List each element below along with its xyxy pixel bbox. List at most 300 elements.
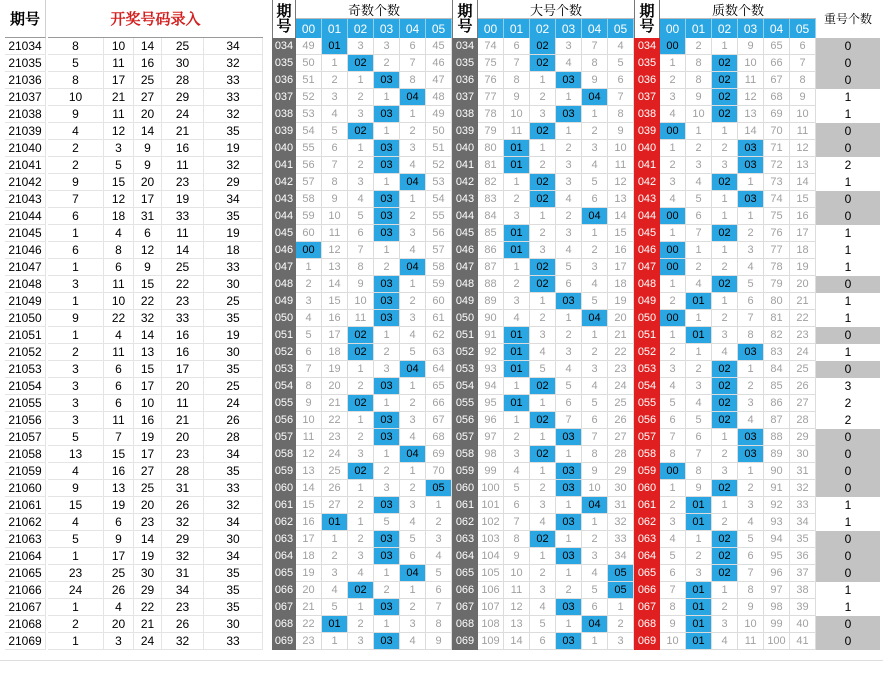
row-draw-number[interactable]: 32	[162, 548, 204, 565]
row-odd-count-cell: 03	[374, 208, 400, 225]
row-draw-number[interactable]: 15	[134, 361, 162, 378]
row-period-short-odd: 043	[272, 191, 296, 208]
row-draw-number[interactable]: 1	[48, 293, 104, 310]
row-draw-number[interactable]: 34	[204, 514, 263, 531]
row-prime-count-cell: 16	[790, 208, 816, 225]
row-prime-count-cell: 7	[686, 225, 712, 242]
row-draw-number[interactable]: 14	[134, 327, 162, 344]
row-draw-number[interactable]: 23	[162, 446, 204, 463]
row-draw-number[interactable]: 20	[134, 106, 162, 123]
row-draw-number[interactable]: 4	[48, 514, 104, 531]
row-prime-count-cell: 2	[660, 293, 686, 310]
row-draw-number[interactable]: 6	[104, 361, 134, 378]
row-draw-number[interactable]: 35	[204, 599, 263, 616]
row-draw-number[interactable]: 18	[104, 208, 134, 225]
row-draw-number[interactable]: 16	[104, 463, 134, 480]
row-prime-count-cell: 6	[686, 429, 712, 446]
row-draw-number[interactable]: 2	[48, 616, 104, 633]
row-draw-number[interactable]: 3	[48, 412, 104, 429]
row-draw-number[interactable]: 35	[204, 310, 263, 327]
row-draw-number[interactable]: 5	[48, 55, 104, 72]
row-draw-number[interactable]: 10	[104, 38, 134, 55]
row-draw-number[interactable]: 25	[162, 38, 204, 55]
row-period: 21053	[5, 361, 46, 378]
row-odd-count-cell: 14	[322, 276, 348, 293]
row-repeat-count: 0	[816, 327, 880, 344]
row-draw-number[interactable]: 11	[104, 55, 134, 72]
row-prime-count-cell: 1	[738, 361, 764, 378]
row-odd-count-cell: 3	[348, 633, 374, 650]
row-prime-count-cell: 2	[738, 378, 764, 395]
row-draw-number[interactable]: 19	[104, 497, 134, 514]
row-draw-number[interactable]: 25	[162, 259, 204, 276]
header-odd-col-2: 02	[348, 19, 374, 38]
row-draw-number[interactable]: 23	[162, 599, 204, 616]
row-big-count-cell: 109	[478, 633, 504, 650]
row-draw-number[interactable]: 31	[162, 565, 204, 582]
row-draw-number[interactable]: 17	[134, 446, 162, 463]
row-draw-number[interactable]: 30	[204, 616, 263, 633]
row-draw-number[interactable]: 17	[104, 72, 134, 89]
row-draw-number[interactable]: 35	[204, 208, 263, 225]
row-draw-number[interactable]: 3	[48, 395, 104, 412]
row-period-short-big: 041	[452, 157, 478, 174]
row-prime-count-cell: 7	[660, 582, 686, 599]
row-draw-number[interactable]: 10	[48, 89, 104, 106]
row-period-short-big: 045	[452, 225, 478, 242]
row-period-short-prime: 047	[634, 259, 660, 276]
row-draw-number[interactable]: 16	[162, 344, 204, 361]
row-draw-number[interactable]: 11	[162, 157, 204, 174]
row-prime-count-cell: 18	[790, 242, 816, 259]
row-big-count-cell: 75	[478, 55, 504, 72]
row-draw-number[interactable]: 33	[204, 633, 263, 650]
row-odd-count-cell: 70	[426, 463, 452, 480]
row-draw-number[interactable]: 20	[162, 429, 204, 446]
row-prime-count-cell: 3	[686, 378, 712, 395]
header-prime-col-2: 02	[712, 19, 738, 38]
row-prime-count-cell: 30	[790, 446, 816, 463]
row-odd-count-cell: 49	[426, 106, 452, 123]
row-draw-number[interactable]: 28	[162, 72, 204, 89]
row-draw-number[interactable]: 25	[204, 378, 263, 395]
row-big-count-cell: 10	[608, 140, 634, 157]
row-draw-number[interactable]: 30	[204, 344, 263, 361]
row-draw-number[interactable]: 22	[134, 293, 162, 310]
row-prime-count-cell: 1	[660, 480, 686, 497]
row-big-count-cell: 18	[608, 276, 634, 293]
row-repeat-count: 1	[844, 226, 852, 240]
row-repeat-count: 1	[844, 311, 852, 325]
row-draw-number[interactable]: 35	[204, 123, 263, 140]
row-draw-number[interactable]: 30	[162, 55, 204, 72]
row-period-short-big: 064	[452, 548, 478, 565]
row-period-short-prime: 062	[634, 514, 660, 531]
row-prime-count-cell: 01	[686, 293, 712, 310]
row-big-count-cell: 1	[530, 463, 556, 480]
row-draw-number[interactable]: 29	[204, 174, 263, 191]
row-period-short-big: 046	[452, 242, 478, 259]
row-draw-number[interactable]: 6	[104, 395, 134, 412]
row-draw-number[interactable]: 4	[48, 123, 104, 140]
row-draw-number[interactable]: 32	[204, 55, 263, 72]
row-draw-number[interactable]: 34	[162, 582, 204, 599]
row-prime-count-cell: 3	[686, 565, 712, 582]
row-period: 21044	[5, 208, 46, 225]
row-odd-count-cell: 12	[322, 242, 348, 259]
row-draw-number[interactable]: 16	[162, 140, 204, 157]
row-odd-count-cell: 3	[322, 89, 348, 106]
row-draw-number[interactable]: 11	[104, 344, 134, 361]
row-draw-number[interactable]: 3	[48, 361, 104, 378]
row-draw-number[interactable]: 30	[204, 531, 263, 548]
row-draw-number[interactable]: 4	[48, 463, 104, 480]
row-draw-number[interactable]: 23	[48, 565, 104, 582]
row-prime-count-cell: 1	[660, 55, 686, 72]
row-odd-count-cell: 1	[400, 582, 426, 599]
row-draw-number[interactable]: 32	[204, 106, 263, 123]
row-draw-number[interactable]: 6	[104, 378, 134, 395]
row-draw-number[interactable]: 22	[134, 599, 162, 616]
row-draw-number[interactable]: 9	[134, 157, 162, 174]
row-draw-number[interactable]: 17	[134, 191, 162, 208]
row-draw-number[interactable]: 11	[104, 412, 134, 429]
row-prime-count-cell: 75	[764, 208, 790, 225]
row-period-short-odd: 069	[272, 633, 296, 650]
row-big-count-cell: 5	[582, 395, 608, 412]
row-draw-number[interactable]: 35	[204, 361, 263, 378]
row-draw-number[interactable]: 33	[162, 310, 204, 327]
row-draw-number[interactable]: 24	[134, 633, 162, 650]
header-prime-col-3: 03	[738, 19, 764, 38]
row-draw-number[interactable]: 19	[162, 191, 204, 208]
row-draw-number[interactable]: 35	[204, 582, 263, 599]
row-draw-number[interactable]: 11	[104, 106, 134, 123]
row-draw-number[interactable]: 12	[104, 123, 134, 140]
row-draw-number[interactable]: 32	[162, 514, 204, 531]
row-draw-number[interactable]: 19	[204, 327, 263, 344]
row-draw-number[interactable]: 25	[104, 565, 134, 582]
row-prime-count-cell: 02	[712, 276, 738, 293]
row-draw-number[interactable]: 25	[134, 72, 162, 89]
row-draw-number[interactable]: 4	[104, 327, 134, 344]
row-period-short-odd: 061	[272, 497, 296, 514]
row-draw-number[interactable]: 22	[104, 310, 134, 327]
row-draw-number[interactable]: 26	[204, 412, 263, 429]
row-prime-count-cell: 03	[738, 140, 764, 157]
row-draw-number[interactable]: 23	[162, 174, 204, 191]
row-draw-number[interactable]: 21	[162, 123, 204, 140]
row-prime-count-cell: 9	[686, 89, 712, 106]
row-odd-count-cell: 56	[296, 157, 322, 174]
row-big-count-cell: 3	[530, 327, 556, 344]
row-draw-number[interactable]: 17	[134, 378, 162, 395]
row-draw-number[interactable]: 23	[134, 514, 162, 531]
row-draw-number[interactable]: 1	[48, 633, 104, 650]
row-odd-count-cell: 51	[296, 72, 322, 89]
row-prime-count-cell: 11	[738, 633, 764, 650]
row-odd-count-cell: 66	[426, 395, 452, 412]
row-draw-number[interactable]: 21	[134, 616, 162, 633]
row-period-short-prime: 048	[634, 276, 660, 293]
row-period-short-prime: 036	[634, 72, 660, 89]
row-period-short-prime: 065	[634, 565, 660, 582]
row-odd-count-cell: 3	[348, 548, 374, 565]
row-draw-number[interactable]: 14	[134, 123, 162, 140]
row-draw-number[interactable]: 34	[204, 38, 263, 55]
row-draw-number[interactable]: 23	[162, 293, 204, 310]
row-draw-number[interactable]: 33	[204, 259, 263, 276]
row-draw-number[interactable]: 15	[48, 497, 104, 514]
row-draw-number[interactable]: 16	[134, 412, 162, 429]
row-odd-count-cell: 1	[322, 531, 348, 548]
row-draw-number[interactable]: 22	[162, 276, 204, 293]
row-draw-number[interactable]: 2	[48, 344, 104, 361]
row-big-count-cell: 1	[582, 633, 608, 650]
row-draw-number[interactable]: 35	[204, 463, 263, 480]
row-draw-number[interactable]: 20	[162, 378, 204, 395]
row-odd-count-cell: 00	[296, 242, 322, 259]
row-draw-number[interactable]: 6	[48, 208, 104, 225]
row-big-count-cell: 1	[530, 208, 556, 225]
row-draw-number[interactable]: 34	[204, 548, 263, 565]
row-draw-number[interactable]: 29	[134, 582, 162, 599]
row-draw-number[interactable]: 4	[104, 599, 134, 616]
row-draw-number[interactable]: 30	[134, 565, 162, 582]
row-odd-count-cell: 01	[322, 514, 348, 531]
row-big-count-cell: 01	[504, 344, 530, 361]
row-odd-count-cell: 2	[426, 514, 452, 531]
row-prime-count-cell: 02	[712, 565, 738, 582]
row-draw-number[interactable]: 13	[134, 344, 162, 361]
row-draw-number[interactable]: 19	[134, 548, 162, 565]
row-prime-count-cell: 68	[764, 89, 790, 106]
row-draw-number[interactable]: 11	[162, 395, 204, 412]
row-draw-number[interactable]: 8	[104, 242, 134, 259]
row-draw-number[interactable]: 29	[162, 531, 204, 548]
row-draw-number[interactable]: 25	[134, 480, 162, 497]
row-draw-number[interactable]: 3	[104, 633, 134, 650]
row-draw-number[interactable]: 1	[48, 599, 104, 616]
row-draw-number[interactable]: 13	[104, 480, 134, 497]
row-draw-number[interactable]: 26	[162, 497, 204, 514]
row-draw-number[interactable]: 7	[104, 429, 134, 446]
row-draw-number[interactable]: 32	[204, 497, 263, 514]
row-prime-count-cell: 11	[738, 72, 764, 89]
row-odd-count-cell: 03	[374, 72, 400, 89]
row-odd-count-cell: 1	[400, 191, 426, 208]
row-draw-number[interactable]: 30	[204, 276, 263, 293]
row-draw-number[interactable]: 6	[134, 225, 162, 242]
row-draw-number[interactable]: 32	[204, 157, 263, 174]
row-draw-number[interactable]: 18	[204, 242, 263, 259]
row-big-count-cell: 30	[608, 480, 634, 497]
row-odd-count-cell: 04	[400, 565, 426, 582]
row-odd-count-cell: 02	[348, 344, 374, 361]
row-draw-number[interactable]: 31	[134, 208, 162, 225]
row-draw-number[interactable]: 3	[48, 378, 104, 395]
row-big-count-cell: 93	[478, 361, 504, 378]
row-big-count-cell: 4	[582, 276, 608, 293]
row-draw-number[interactable]: 20	[104, 616, 134, 633]
row-prime-count-cell: 26	[790, 378, 816, 395]
row-big-count-cell: 3	[556, 225, 582, 242]
row-draw-number[interactable]: 1	[48, 548, 104, 565]
row-draw-number[interactable]: 24	[48, 582, 104, 599]
row-period: 21046	[5, 242, 46, 259]
row-draw-number[interactable]: 29	[162, 89, 204, 106]
row-draw-number[interactable]: 14	[162, 242, 204, 259]
row-prime-count-cell: 22	[790, 310, 816, 327]
row-draw-number[interactable]: 20	[134, 497, 162, 514]
row-prime-count-cell: 73	[764, 174, 790, 191]
row-period-short-big: 057	[452, 429, 478, 446]
row-draw-number[interactable]: 35	[204, 565, 263, 582]
row-prime-count-cell: 66	[764, 55, 790, 72]
row-draw-number[interactable]: 5	[48, 531, 104, 548]
row-draw-number[interactable]: 1	[48, 225, 104, 242]
row-big-count-cell: 02	[530, 174, 556, 191]
row-draw-number[interactable]: 32	[134, 310, 162, 327]
row-draw-number[interactable]: 13	[48, 446, 104, 463]
row-big-count-cell: 3	[556, 157, 582, 174]
row-draw-number[interactable]: 9	[134, 259, 162, 276]
row-odd-count-cell: 5	[400, 531, 426, 548]
row-odd-count-cell: 6	[400, 548, 426, 565]
row-big-count-cell: 02	[530, 259, 556, 276]
row-draw-number[interactable]: 9	[48, 310, 104, 327]
row-draw-number[interactable]: 1	[48, 327, 104, 344]
row-draw-number[interactable]: 27	[134, 89, 162, 106]
row-draw-number[interactable]: 10	[134, 395, 162, 412]
row-draw-number[interactable]: 12	[104, 191, 134, 208]
row-big-count-cell: 2	[556, 140, 582, 157]
row-big-count-cell: 9	[504, 89, 530, 106]
row-draw-number[interactable]: 5	[104, 157, 134, 174]
row-draw-number[interactable]: 6	[48, 242, 104, 259]
row-draw-number[interactable]: 20	[134, 174, 162, 191]
row-draw-number[interactable]: 11	[162, 225, 204, 242]
row-draw-number[interactable]: 25	[204, 293, 263, 310]
row-period: 21054	[5, 378, 46, 395]
row-prime-count-cell: 3	[712, 157, 738, 174]
row-draw-number[interactable]: 19	[134, 429, 162, 446]
row-draw-number[interactable]: 9	[48, 106, 104, 123]
row-draw-number[interactable]: 17	[104, 548, 134, 565]
row-draw-number[interactable]: 6	[104, 259, 134, 276]
row-draw-number[interactable]: 33	[204, 480, 263, 497]
row-prime-count-cell: 1	[712, 429, 738, 446]
row-draw-number[interactable]: 26	[162, 616, 204, 633]
row-big-count-cell: 29	[608, 463, 634, 480]
row-prime-count-cell: 34	[790, 514, 816, 531]
row-big-count-cell: 2	[504, 276, 530, 293]
row-draw-number[interactable]: 9	[48, 480, 104, 497]
row-draw-number[interactable]: 2	[48, 157, 104, 174]
row-draw-number[interactable]: 19	[204, 225, 263, 242]
row-period-short-prime: 052	[634, 344, 660, 361]
row-odd-count-cell: 4	[348, 565, 374, 582]
row-draw-number[interactable]: 28	[204, 429, 263, 446]
row-draw-number[interactable]: 15	[104, 446, 134, 463]
row-draw-number[interactable]: 34	[204, 446, 263, 463]
row-odd-count-cell: 9	[348, 276, 374, 293]
row-draw-number[interactable]: 16	[134, 55, 162, 72]
row-draw-number[interactable]: 4	[104, 225, 134, 242]
row-big-count-cell: 2	[530, 157, 556, 174]
row-draw-number[interactable]: 24	[204, 395, 263, 412]
row-draw-number[interactable]: 32	[162, 633, 204, 650]
row-period: 21038	[5, 106, 46, 123]
row-draw-number[interactable]: 27	[134, 463, 162, 480]
row-draw-number[interactable]: 9	[48, 174, 104, 191]
row-draw-number[interactable]: 8	[48, 38, 104, 55]
row-odd-count-cell: 2	[322, 72, 348, 89]
row-odd-count-cell: 11	[322, 225, 348, 242]
row-draw-number[interactable]: 33	[204, 72, 263, 89]
row-draw-number[interactable]: 14	[134, 38, 162, 55]
row-draw-number[interactable]: 21	[162, 412, 204, 429]
row-odd-count-cell: 56	[426, 225, 452, 242]
row-prime-count-cell: 41	[790, 633, 816, 650]
row-draw-number[interactable]: 9	[104, 531, 134, 548]
row-odd-count-cell: 1	[374, 565, 400, 582]
row-big-count-cell: 03	[556, 429, 582, 446]
row-draw-number[interactable]: 1	[48, 259, 104, 276]
row-period-short-big: 058	[452, 446, 478, 463]
row-draw-number[interactable]: 8	[48, 72, 104, 89]
row-draw-number[interactable]: 16	[162, 327, 204, 344]
row-big-count-cell: 2	[556, 208, 582, 225]
row-draw-number[interactable]: 9	[134, 140, 162, 157]
row-big-count-cell: 6	[608, 72, 634, 89]
row-draw-number[interactable]: 15	[134, 276, 162, 293]
row-draw-number[interactable]: 33	[162, 208, 204, 225]
row-draw-number[interactable]: 15	[104, 174, 134, 191]
row-prime-count-cell: 4	[686, 276, 712, 293]
row-draw-number[interactable]: 5	[48, 429, 104, 446]
row-odd-count-cell: 2	[348, 378, 374, 395]
row-draw-number[interactable]: 3	[104, 140, 134, 157]
row-big-count-cell: 1	[582, 106, 608, 123]
row-draw-number[interactable]: 21	[104, 89, 134, 106]
row-big-count-cell: 4	[582, 157, 608, 174]
row-draw-number[interactable]: 7	[48, 191, 104, 208]
row-draw-number[interactable]: 24	[162, 106, 204, 123]
row-odd-count-cell: 62	[426, 327, 452, 344]
row-period-short-prime: 056	[634, 412, 660, 429]
row-draw-number[interactable]: 19	[204, 140, 263, 157]
row-draw-number[interactable]: 6	[104, 514, 134, 531]
row-period-short-big: 042	[452, 174, 478, 191]
row-draw-number[interactable]: 31	[162, 480, 204, 497]
row-draw-number[interactable]: 10	[104, 293, 134, 310]
row-draw-number[interactable]: 3	[48, 276, 104, 293]
row-draw-number[interactable]: 2	[48, 140, 104, 157]
row-period-short-prime: 037	[634, 89, 660, 106]
row-draw-number[interactable]: 33	[204, 89, 263, 106]
row-big-count-cell: 28	[608, 446, 634, 463]
row-draw-number[interactable]: 34	[204, 191, 263, 208]
row-draw-number[interactable]: 11	[104, 276, 134, 293]
row-draw-number[interactable]: 17	[162, 361, 204, 378]
row-draw-number[interactable]: 28	[162, 463, 204, 480]
row-draw-number[interactable]: 14	[134, 531, 162, 548]
row-draw-number[interactable]: 26	[104, 582, 134, 599]
row-big-count-cell: 1	[582, 514, 608, 531]
row-draw-number[interactable]: 12	[134, 242, 162, 259]
row-repeat-count: 0	[816, 140, 880, 157]
